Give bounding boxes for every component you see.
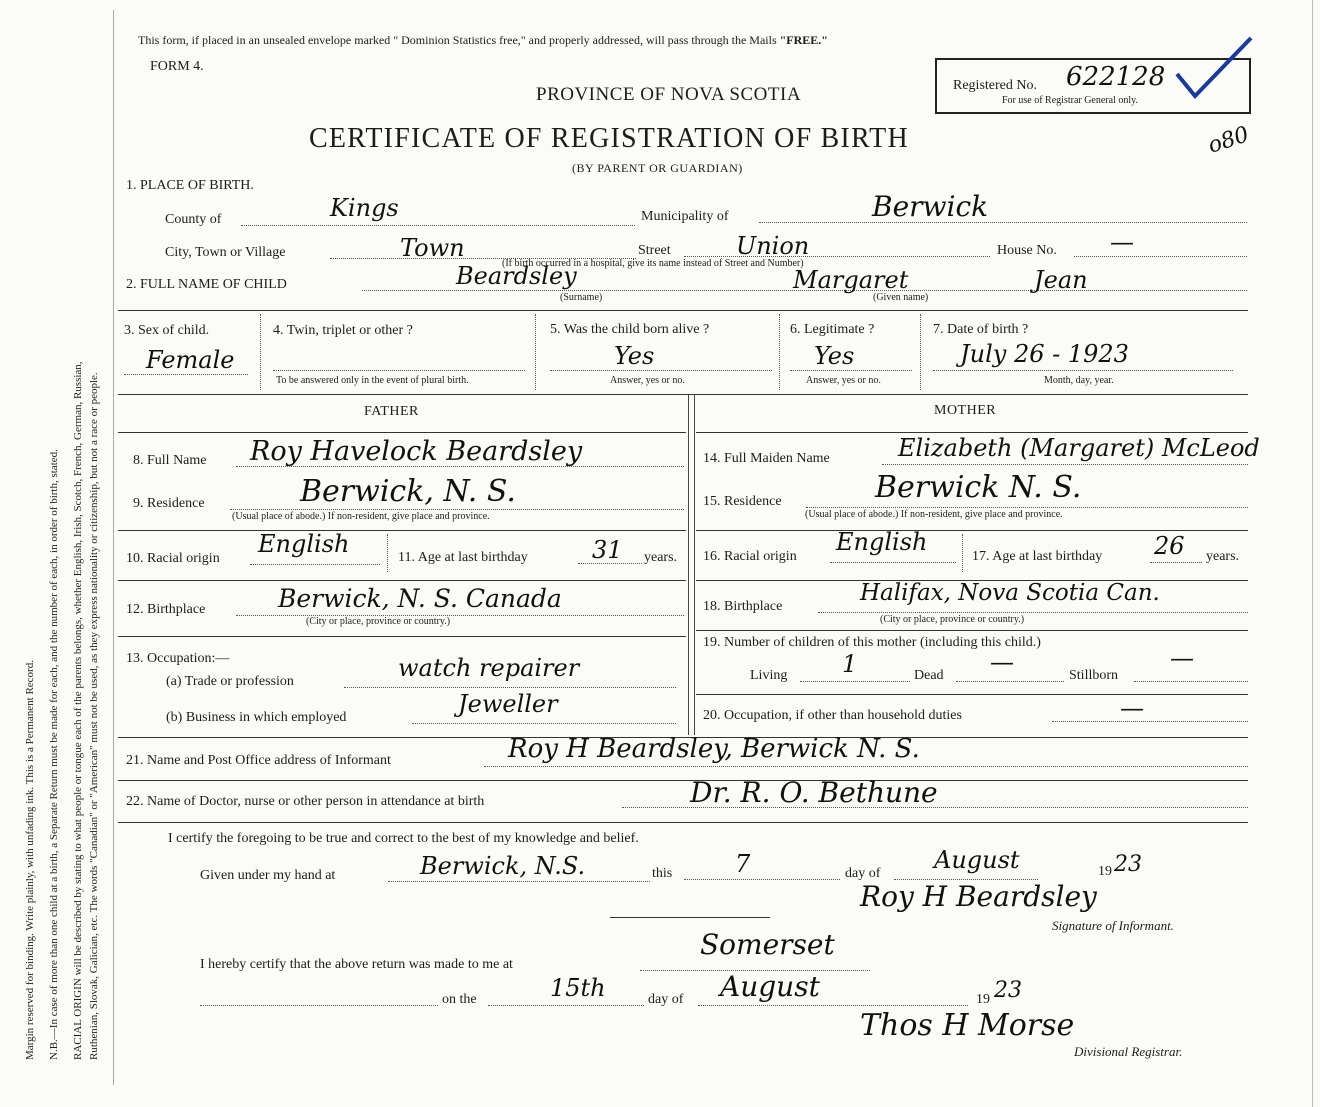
given-name-value-2: Jean xyxy=(1034,266,1088,294)
legitimate-line xyxy=(790,370,912,371)
page-left-edge xyxy=(113,10,114,1085)
mother-residence-note: (Usual place of abode.) If non-resident, give place and province. xyxy=(805,509,1063,520)
mother-age-years: years. xyxy=(1206,549,1240,564)
twin-line xyxy=(273,370,525,371)
mother-birthplace-label: 18. Birthplace xyxy=(703,599,783,614)
full-name-label: 2. FULL NAME OF CHILD xyxy=(126,277,287,292)
business-value: Jeweller xyxy=(458,690,558,718)
dob-note: Month, day, year. xyxy=(1044,375,1114,386)
registrar-signature: Thos H Morse xyxy=(860,1008,1075,1043)
street-line xyxy=(684,256,990,257)
registered-number: 622128 xyxy=(1066,62,1166,92)
father-name-value: Roy Havelock Beardsley xyxy=(250,436,583,467)
mother-occupation-line xyxy=(1052,721,1248,722)
margin-note-racial-1: RACIAL ORIGIN will be described by stating to what people or tongue each of the parents belongs, whether English, Irish, Scotch, French, German, Russian, xyxy=(72,361,84,1060)
father-heading: FATHER xyxy=(364,404,419,419)
trade-value: watch repairer xyxy=(398,654,580,682)
year-prefix: 19 xyxy=(1098,864,1112,879)
mother-name-value: Elizabeth (Margaret) McLeod xyxy=(898,434,1260,462)
province-heading: PROVINCE OF NOVA SCOTIA xyxy=(536,84,802,105)
rule-mother-1 xyxy=(696,432,1248,433)
signature-rule xyxy=(610,917,770,918)
day-value: 7 xyxy=(735,850,751,878)
registrar-use-note: For use of Registrar General only. xyxy=(1002,95,1138,106)
certify-statement: I certify the foregoing to be true and correct to the best of my knowledge and belief. xyxy=(168,831,639,846)
father-birthplace-line xyxy=(236,615,684,616)
rule-mother-5 xyxy=(696,694,1248,695)
registered-label: Registered No. xyxy=(953,78,1037,93)
municipality-line xyxy=(759,222,1247,223)
doctor-label: 22. Name of Doctor, nurse or other person in attendance at birth xyxy=(126,794,485,809)
margin-note-nb: N.B.—In case of more than one child at a birth, a Separate Return must be made for each, and the number of each, in order of birth, stated. xyxy=(48,449,60,1060)
center-divider xyxy=(688,395,695,735)
mother-birthplace-value: Halifax, Nova Scotia Can. xyxy=(860,580,1160,606)
street-value: Union xyxy=(736,232,810,260)
street-label: Street xyxy=(638,243,671,258)
surname-note: (Surname) xyxy=(560,292,603,303)
mother-race-label: 16. Racial origin xyxy=(703,549,797,564)
father-birthplace-note: (City or place, province or country.) xyxy=(306,616,451,627)
month-value: August xyxy=(934,846,1020,874)
city-label: City, Town or Village xyxy=(165,245,286,260)
mother-name-label: 14. Full Maiden Name xyxy=(703,451,830,466)
divider-3-4 xyxy=(260,314,261,390)
on-the-prefix-line xyxy=(200,1005,438,1006)
reg-month-value: August xyxy=(720,970,820,1003)
father-residence-line xyxy=(230,509,684,510)
sex-label: 3. Sex of child. xyxy=(124,323,210,338)
alive-value: Yes xyxy=(614,342,655,370)
divider-5-6 xyxy=(779,314,780,390)
mother-age-value: 26 xyxy=(1154,532,1185,560)
living-line xyxy=(800,681,910,682)
trade-label: (a) Trade or profession xyxy=(166,674,294,689)
stillborn-label: Stillborn xyxy=(1069,668,1119,683)
reg-year-prefix: 19 xyxy=(976,992,990,1007)
given-at-line xyxy=(388,881,650,882)
reg-day-value: 15th xyxy=(550,974,606,1002)
rule-doctor-top xyxy=(118,780,1248,781)
legitimate-label: 6. Legitimate ? xyxy=(790,322,875,337)
father-residence-note: (Usual place of abode.) If non-resident, give place and province. xyxy=(232,511,490,522)
informant-signature-caption: Signature of Informant. xyxy=(1052,918,1174,933)
father-birthplace-label: 12. Birthplace xyxy=(126,602,206,617)
father-race-label: 10. Racial origin xyxy=(126,551,220,566)
place-of-birth-label: 1. PLACE OF BIRTH. xyxy=(126,178,254,193)
father-birthplace-value: Berwick, N. S. Canada xyxy=(278,584,562,613)
reg-day-line xyxy=(488,1005,644,1006)
reg-month-line xyxy=(698,1005,968,1006)
municipality-label: Municipality of xyxy=(641,209,729,224)
alive-label: 5. Was the child born alive ? xyxy=(550,322,710,337)
county-line xyxy=(241,225,635,226)
dead-line xyxy=(956,681,1064,682)
registration-check-mark xyxy=(1175,34,1255,104)
dead-value: — xyxy=(990,648,1014,676)
legitimate-value: Yes xyxy=(814,342,855,370)
mother-occupation-label: 20. Occupation, if other than household duties xyxy=(703,708,962,723)
corner-annotation: o80 xyxy=(1205,122,1253,159)
rule-father-2 xyxy=(118,530,686,531)
mother-residence-label: 15. Residence xyxy=(703,494,782,509)
occupation-label: 13. Occupation:— xyxy=(126,651,230,666)
margin-note-binding: Margin reserved for binding. Write plainly, with unfading ink. This is a Permanent Record. xyxy=(24,660,36,1060)
page-right-edge xyxy=(1312,0,1313,1107)
city-value: Town xyxy=(400,234,465,262)
given-name-note: (Given name) xyxy=(873,292,929,303)
mother-residence-line xyxy=(806,507,1248,508)
father-race-value: English xyxy=(258,530,350,558)
margin-note-racial-2: Ruthenian, Slovak, Galician, etc. The words "Canadian" or "American" must not be used, as they express nationality or citizenship, but not a race or people. xyxy=(88,372,100,1060)
divider-4-5 xyxy=(535,314,536,390)
informant-signature: Roy H Beardsley xyxy=(860,880,1097,913)
father-residence-value: Berwick, N. S. xyxy=(300,474,516,509)
father-age-label: 11. Age at last birthday xyxy=(398,550,528,565)
given-under-label: Given under my hand at xyxy=(200,868,336,883)
form-number: FORM 4. xyxy=(150,59,204,74)
made-at-value: Somerset xyxy=(700,928,835,961)
dead-label: Dead xyxy=(914,668,944,683)
year-value: 23 xyxy=(1114,852,1142,877)
father-name-label: 8. Full Name xyxy=(133,453,207,468)
divisional-registrar-caption: Divisional Registrar. xyxy=(1074,1044,1183,1059)
stillborn-value: — xyxy=(1170,644,1194,672)
reg-year-value: 23 xyxy=(994,978,1022,1003)
municipality-value: Berwick xyxy=(872,190,989,223)
rule-mother-4 xyxy=(696,630,1248,631)
business-label: (b) Business in which employed xyxy=(166,710,347,725)
reg-day-of-label: day of xyxy=(648,992,684,1007)
rule-certify-top xyxy=(118,822,1248,823)
informant-value: Roy H Beardsley, Berwick N. S. xyxy=(508,734,920,764)
sex-value: Female xyxy=(146,346,235,374)
trade-line xyxy=(344,687,676,688)
sex-line xyxy=(124,374,248,375)
legitimate-note: Answer, yes or no. xyxy=(806,375,881,386)
rule-mother-2 xyxy=(696,530,1248,531)
rule-parents-top xyxy=(118,394,1248,395)
stillborn-line xyxy=(1134,681,1248,682)
living-value: 1 xyxy=(842,650,858,678)
alive-line xyxy=(550,370,772,371)
father-race-line xyxy=(250,564,380,565)
rule-father-3 xyxy=(118,580,686,581)
rule-top xyxy=(118,310,1248,311)
day-of-label: day of xyxy=(845,866,881,881)
mother-birthplace-line xyxy=(818,612,1248,613)
day-line xyxy=(684,879,840,880)
rule-father-1 xyxy=(118,432,686,433)
mother-age-line xyxy=(1150,562,1202,563)
certificate-title: CERTIFICATE OF REGISTRATION OF BIRTH xyxy=(309,123,909,154)
father-race-divider xyxy=(387,534,388,572)
divider-6-7 xyxy=(920,314,921,390)
given-name-value: Margaret xyxy=(793,266,909,294)
rule-father-4 xyxy=(118,636,686,637)
mother-age-label: 17. Age at last birthday xyxy=(972,549,1103,564)
this-label: this xyxy=(652,866,673,881)
alive-note: Answer, yes or no. xyxy=(610,375,685,386)
father-age-years: years. xyxy=(644,550,678,565)
mail-note: This form, if placed in an unsealed envelope marked " Dominion Statistics free," and properly addressed, will pass through the Mails "FREE." xyxy=(138,33,828,47)
mother-birthplace-note: (City or place, province or country.) xyxy=(880,614,1025,625)
dob-value: July 26 - 1923 xyxy=(960,340,1129,368)
given-at-value: Berwick, N.S. xyxy=(420,852,586,880)
hereby-label: I hereby certify that the above return was made to me at xyxy=(200,957,513,972)
hospital-note: (If birth occurred in a hospital, give its name instead of Street and Number) xyxy=(502,258,804,269)
informant-label: 21. Name and Post Office address of Informant xyxy=(126,753,391,768)
mother-occupation-value: — xyxy=(1120,694,1144,722)
mother-heading: MOTHER xyxy=(934,403,997,418)
mother-residence-value: Berwick N. S. xyxy=(875,470,1082,505)
house-no-line xyxy=(1074,256,1247,257)
house-no-label: House No. xyxy=(997,243,1057,258)
twin-label: 4. Twin, triplet or other ? xyxy=(273,323,413,338)
mother-race-line xyxy=(830,562,956,563)
dob-label: 7. Date of birth ? xyxy=(933,322,1029,337)
informant-line xyxy=(484,766,1248,767)
certificate-subtitle: (BY PARENT OR GUARDIAN) xyxy=(572,161,743,175)
mother-name-line xyxy=(882,464,1248,465)
house-no-value: — xyxy=(1110,228,1134,256)
mother-race-divider xyxy=(962,534,963,572)
dob-line xyxy=(933,370,1233,371)
county-label: County of xyxy=(165,212,222,227)
surname-value: Beardsley xyxy=(456,262,577,290)
twin-note: To be answered only in the event of plural birth. xyxy=(276,375,469,386)
father-residence-label: 9. Residence xyxy=(133,496,205,511)
on-the-label: on the xyxy=(442,992,477,1007)
living-label: Living xyxy=(750,668,788,683)
doctor-value: Dr. R. O. Bethune xyxy=(690,776,938,809)
business-line xyxy=(412,723,676,724)
father-age-value: 31 xyxy=(592,536,623,564)
children-label: 19. Number of children of this mother (including this child.) xyxy=(703,635,1041,650)
mother-race-value: English xyxy=(836,528,928,556)
county-value: Kings xyxy=(330,194,399,222)
